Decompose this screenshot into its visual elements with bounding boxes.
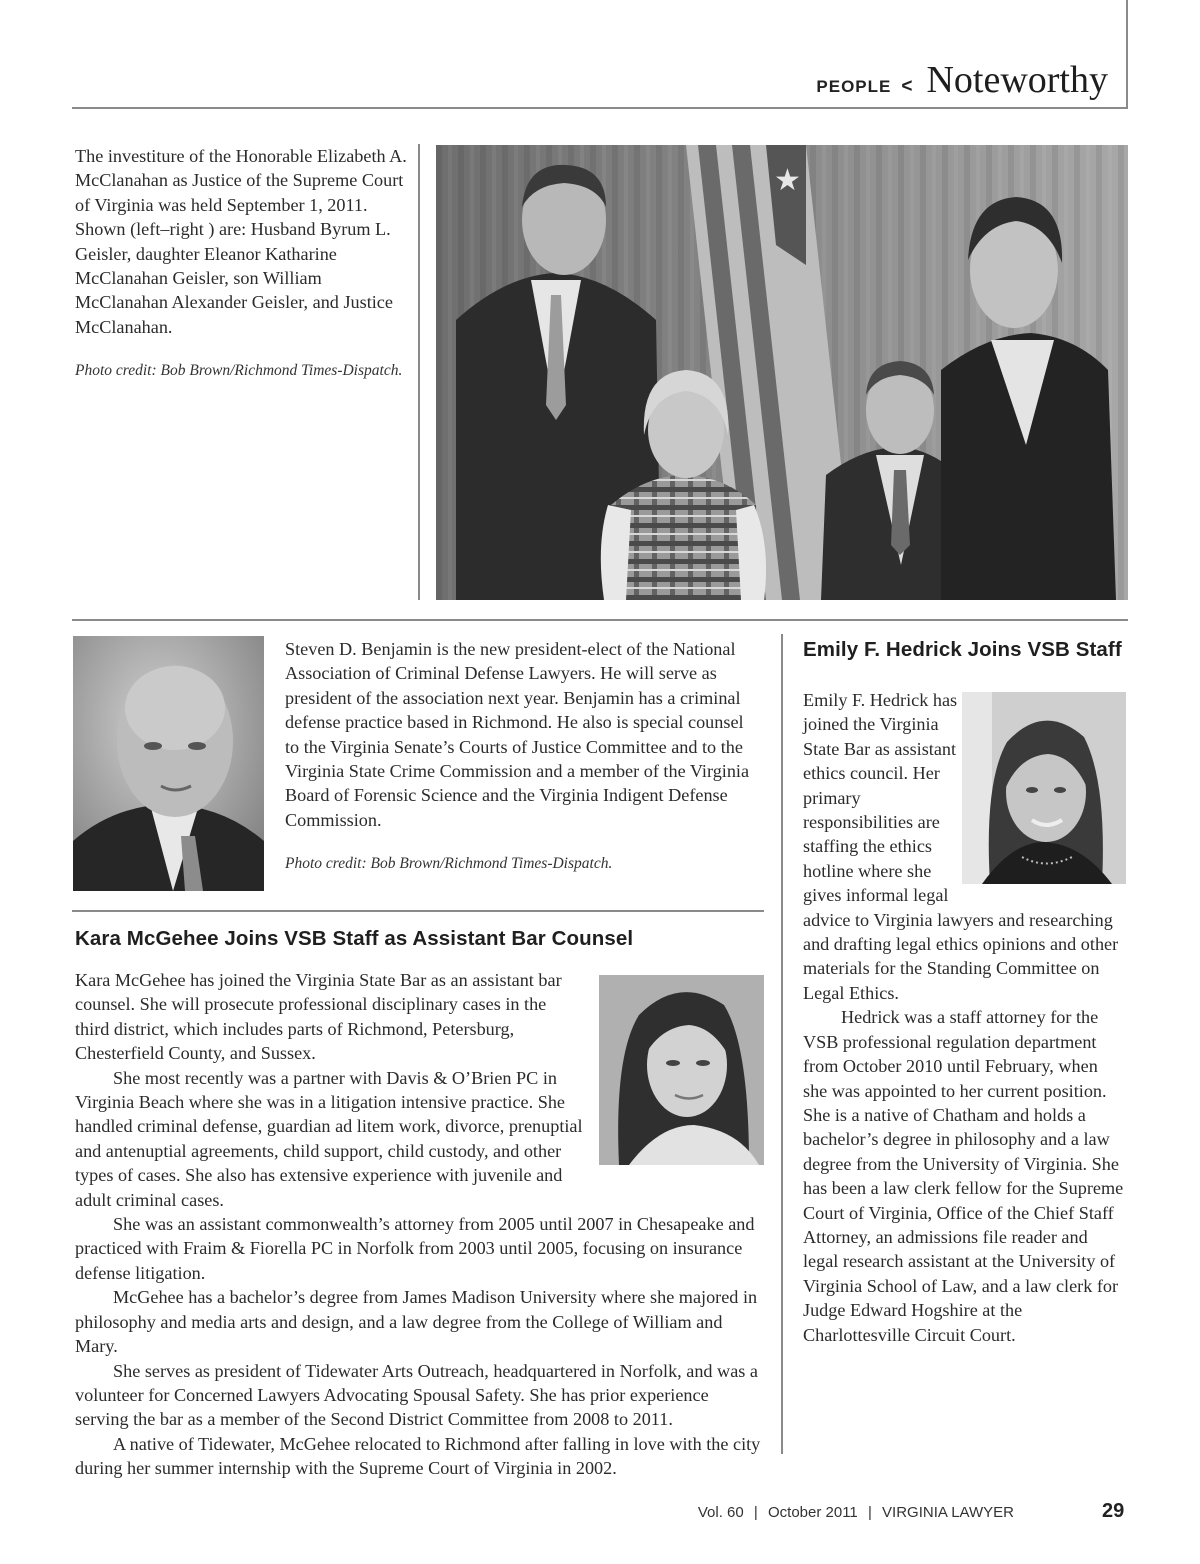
page-number: 29 [1102, 1500, 1125, 1522]
investiture-column-rule [418, 144, 420, 600]
mcgehee-heading: Kara McGehee Joins VSB Staff as Assistant Bar Counsel [75, 927, 634, 950]
mcgehee-rule [72, 910, 764, 912]
hedrick-paragraph: Emily F. Hedrick has joined the Virginia State Bar as assistant ethics council. Her primary responsibilities are staffing the ethics hotline where she gives informal legal advice to Virginia lawyers and researching and drafting legal ethics opinions and other materials for the Standing Committee on Legal Ethics. [803, 690, 1119, 1003]
investiture-caption-block [75, 144, 411, 383]
footer-divider: | [753, 1504, 758, 1521]
mcgehee-paragraph: A native of Tidewater, McGehee relocated to Richmond after falling in love with the city during her summer internship with the Supreme Court of Virginia in 2002. [75, 1433, 761, 1479]
investiture-caption: The investiture of the Honorable Elizabeth A. McClanahan as Justice of the Supreme Court of Virginia was held September 1, 2011. Shown (left–right ) are: Husband Byrum L. Geisler, daughter Eleanor Katharine McClanahan Geisler, son William McClanahan Alexander Geisler, and Justice McClanahan. [75, 146, 407, 337]
hedrick-body [803, 688, 1125, 1347]
benjamin-portrait-photo [73, 636, 264, 891]
mcgehee-body [75, 968, 765, 1481]
footer-volume: Vol. 60 [697, 1504, 744, 1521]
section-label: PEOPLE [816, 77, 892, 96]
svg-text:★: ★ [774, 163, 801, 198]
mcgehee-paragraph: Kara McGehee has joined the Virginia State Bar as an assistant bar counsel. She will prosecute professional disciplinary cases in the third district, which includes parts of Richmond, Petersburg, Chesterfield County, and Sussex. [75, 970, 562, 1064]
header-rule [72, 107, 1128, 109]
footer-divider: | [867, 1504, 872, 1521]
footer-info [698, 1504, 1014, 1521]
investiture-family-photo [436, 145, 1128, 600]
benjamin-article [285, 637, 755, 876]
mcgehee-paragraph: She serves as president of Tidewater Arts Outreach, headquartered in Norfolk, and was a volunteer for Concerned Lawyers Advocating Spousal Safety. She has prior experience serving the bar as a member of the Second District Committee from 2008 to 2011. [75, 1360, 758, 1430]
investiture-photo-credit: Photo credit: Bob Brown/Richmond Times-Dispatch. [75, 362, 403, 380]
header-vertical-rule [1126, 0, 1128, 108]
benjamin-text: Steven D. Benjamin is the new president-elect of the National Association of Criminal Defense Lawyers. He will serve as president of the association next year. Benjamin has a criminal defense practice based in Richmond. He also is special counsel to the Virginia Senate’s Courts of Justice Committee and to the Virginia State Crime Commission and a member of the Virginia Board of Forensic Science and the Virginia Indigent Defense Commission. [285, 639, 750, 830]
footer-date: October 2011 [767, 1504, 858, 1521]
running-header [816, 58, 1108, 102]
right-column-rule [781, 634, 783, 1454]
hedrick-heading: Emily F. Hedrick Joins VSB Staff [803, 638, 1122, 661]
mcgehee-paragraph: McGehee has a bachelor’s degree from James Madison University where she majored in philosophy and media arts and design, and a law degree from the College of William and Mary. [75, 1287, 758, 1357]
footer-publication: VIRGINIA LAWYER [882, 1504, 1014, 1521]
benjamin-photo-credit: Photo credit: Bob Brown/Richmond Times-Dispatch. [285, 855, 613, 873]
section-rule [72, 619, 1128, 621]
mcgehee-photo-spacer [583, 968, 765, 1171]
hedrick-paragraph: Hedrick was a staff attorney for the VSB professional regulation department from October 2010 until February, when she was appointed to her current position. She is a native of Chatham and holds a bachelor’s degree in philosophy and a law degree from the University of Virginia. She has been a law clerk fellow for the Supreme Court of Virginia, Office of the Chief Staff Attorney, an admissions file reader and legal research assistant at the University of Virginia School of Law, and a law clerk for Judge Edward Hogshire at the Charlottesville Circuit Court. [803, 1007, 1124, 1345]
header-separator: < [901, 76, 913, 97]
section-title: Noteworthy [926, 59, 1108, 101]
hedrick-photo-spacer [963, 688, 1125, 884]
mcgehee-paragraph: She was an assistant commonwealth’s attorney from 2005 until 2007 in Chesapeake and practiced with Fraim & Fiorella PC in Norfolk from 2003 until 2005, focusing on insurance defense litigation. [75, 1214, 755, 1283]
mcgehee-paragraph: She most recently was a partner with Davis & O’Brien PC in Virginia Beach where she was in a litigation intensive practice. She handled criminal defense, guardian ad litem work, divorce, prenuptial and antenuptial agreements, child support, child custody, and other types of cases. She also has extensive experience with juvenile and adult criminal cases. [75, 1067, 583, 1210]
